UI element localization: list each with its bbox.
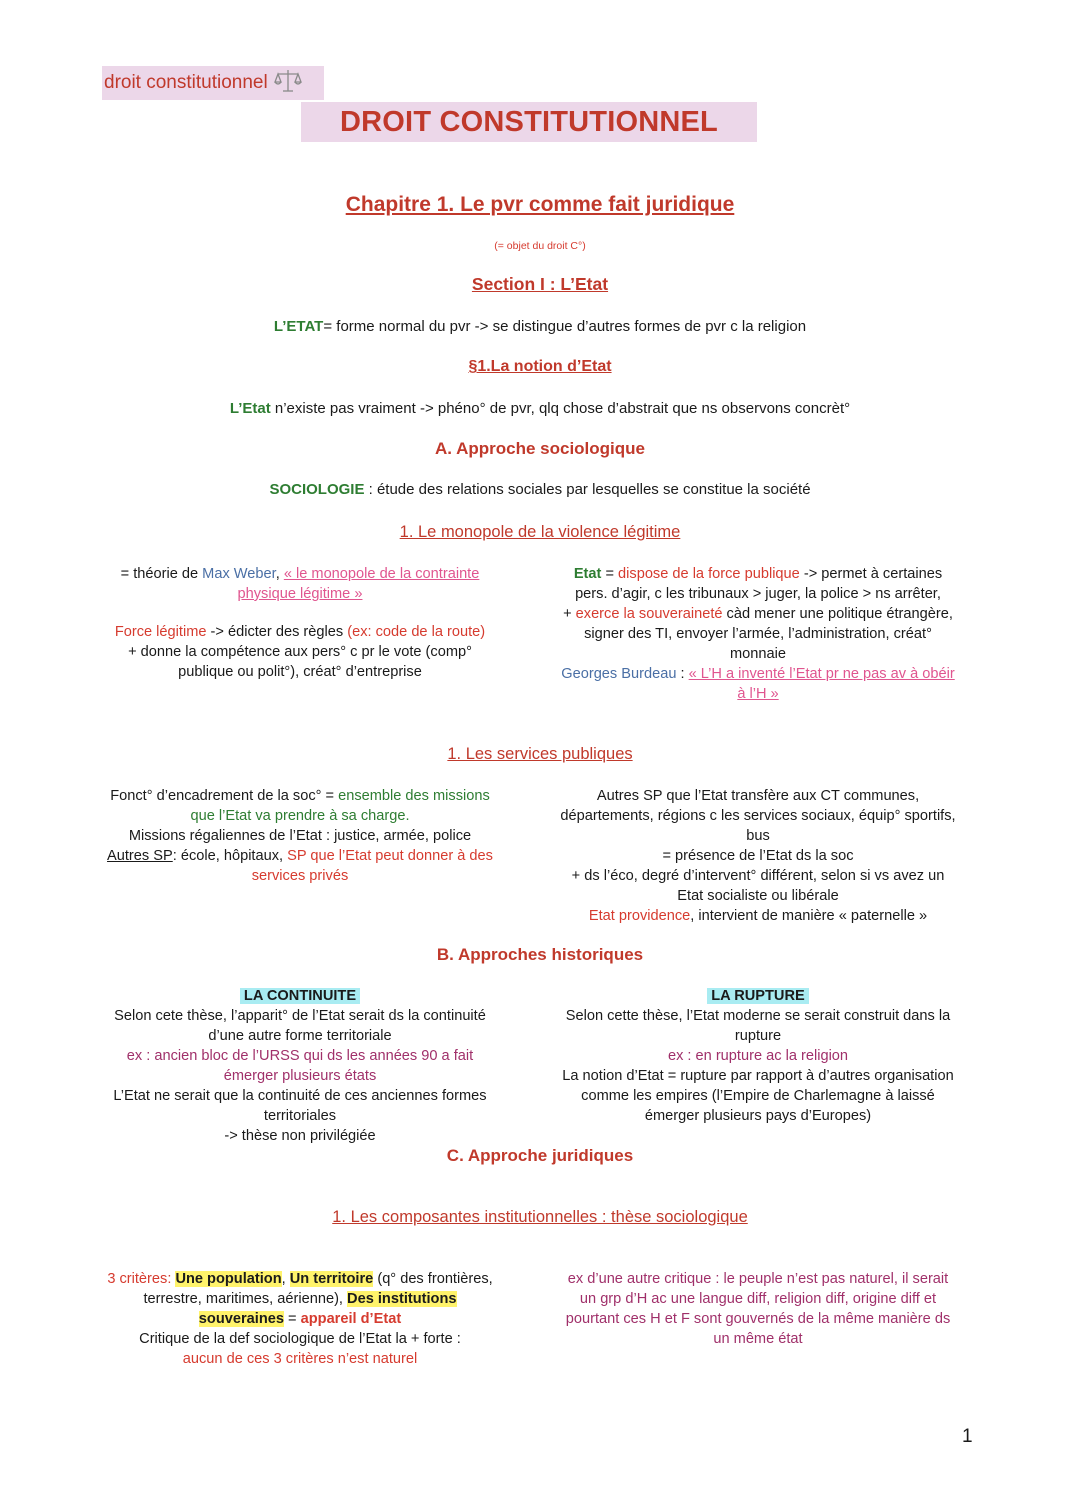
- subsection-violence-text: 1. Le monopole de la violence légitime: [399, 523, 681, 541]
- other-critique-column: [558, 1269, 958, 1349]
- etat-intro-text: n’existe pas vraiment -> phéno° de pvr, qlq chose d’abstrait que ns observons concrèt°: [270, 400, 851, 417]
- part-b-title: B. Approches historiques: [436, 945, 644, 964]
- weber-comma: ,: [275, 566, 284, 582]
- criterion-population: Une population: [175, 1271, 282, 1287]
- burdeau-quote: [558, 664, 958, 704]
- violence-right-column: [558, 564, 958, 704]
- etat-term-right: Etat: [573, 566, 602, 582]
- paragraph-title: [0, 358, 1080, 376]
- sp-prives: SP que l’Etat peut donner à des services privés: [251, 848, 493, 884]
- notebook-tag-label: droit constitutionnel: [104, 72, 268, 93]
- criterion-territory: Un territoire: [289, 1271, 374, 1287]
- subsection-institutional-text: 1. Les composantes institutionnelles : thèse sociologique: [332, 1208, 748, 1226]
- burdeau-colon: :: [676, 666, 689, 682]
- sociology-def-text: : étude des relations sociales par lesquelles se constitue la société: [364, 481, 811, 498]
- souverainete-text: càd mener une politique étrangère, signer des TI, envoyer l’armée, l’administration, créat° monnaie: [584, 606, 953, 662]
- subsection-violence-title: [0, 523, 1080, 542]
- subsection-services-text: 1. Les services publiques: [447, 745, 633, 763]
- providence-term: Etat providence: [588, 908, 691, 924]
- part-a-title: A. Approche sociologique: [435, 439, 645, 458]
- continuity-column: [100, 986, 500, 1146]
- etat-term: L’ETAT: [273, 318, 324, 335]
- providence-text: , intervient de manière « paternelle »: [690, 908, 928, 924]
- services-left-column: [100, 786, 500, 886]
- sociology-term: SOCIOLOGIE: [269, 481, 365, 498]
- rupture-example: ex : en rupture ac la religion: [667, 1048, 849, 1064]
- criteria-label: 3 critères:: [107, 1271, 176, 1287]
- rupture-column: [558, 986, 958, 1126]
- legitimate-force: [100, 622, 500, 642]
- part-c-title: C. Approche juridiques: [446, 1146, 634, 1165]
- competence-text: + donne la compétence aux pers° c pr le vote (comp° publique ou polit°), créat° d’entreprise: [128, 644, 472, 680]
- force-text: -> édicter des règles: [206, 624, 348, 640]
- services-right-column: [558, 786, 958, 926]
- etat-providence: [558, 906, 958, 926]
- subsection-institutional-title: [0, 1208, 1080, 1227]
- economy-intervention: + ds l’éco, degré d’intervent° différent, selon si vs avez un Etat socialiste ou libérale: [571, 868, 945, 904]
- rupture-heading: LA RUPTURE: [707, 988, 809, 1004]
- continuity-conclusion: L’Etat ne serait que la continuité de ces anciennes formes territoriales: [113, 1088, 487, 1124]
- etat-force: [558, 564, 958, 604]
- encadrement: [100, 786, 500, 826]
- continuity-note: -> thèse non privilégiée: [224, 1128, 376, 1144]
- force-publique: dispose de la force publique: [618, 566, 800, 582]
- weber-name: Max Weber: [202, 566, 276, 582]
- souverainete-term: exerce la souveraineté: [575, 606, 723, 622]
- criteria-list: [100, 1269, 500, 1329]
- souverainete: [558, 604, 958, 664]
- weber-theory: [100, 564, 500, 604]
- weber-quote: « le monopole de la contrainte physique légitime »: [237, 566, 480, 602]
- criterion-institutions: Des institutions souveraines: [198, 1291, 457, 1327]
- section-title: [0, 274, 1080, 295]
- rupture-conclusion: La notion d’Etat = rupture par rapport à d’autres organisation comme les empires (l’Empire de Charlemagne à laissé émerger plusieurs pays d’Europes): [562, 1068, 954, 1124]
- etat-eq: =: [601, 566, 619, 582]
- burdeau-name: Georges Burdeau: [561, 666, 677, 682]
- autres-sp-term: Autres SP: [107, 848, 173, 864]
- violence-left-column: [100, 564, 500, 682]
- continuity-heading: LA CONTINUITE: [240, 988, 360, 1004]
- chapter-subtitle: (= objet du droit C°): [494, 240, 586, 252]
- souverainete-plus: +: [563, 606, 576, 622]
- regaliennes: Missions régaliennes de l’Etat : justice, armée, police: [128, 828, 472, 844]
- document-title-box: [301, 102, 757, 142]
- criteria-sep: ,: [281, 1271, 290, 1287]
- criteria-column: [100, 1269, 500, 1369]
- missions-text: ensemble des missions que l’Etat va prendre à sa charge.: [190, 788, 490, 824]
- etat-intro-term: L’Etat: [229, 400, 271, 417]
- etat-def-text: = forme normal du pvr -> se distingue d’autres formes de pvr c la religion: [323, 318, 807, 335]
- continuity-example: ex : ancien bloc de l’URSS qui ds les années 90 a fait émerger plusieurs états: [126, 1048, 474, 1084]
- notebook-tag: [102, 66, 324, 100]
- chapter-title: [0, 193, 1080, 217]
- rupture-thesis: Selon cette thèse, l’Etat moderne se serait construit dans la rupture: [565, 1008, 951, 1044]
- autres-sp-text: : école, hôpitaux,: [172, 848, 288, 864]
- burdeau-text: « L’H a inventé l’Etat pr ne pas av à obéir à l’H »: [688, 666, 955, 702]
- force-term: Force légitime: [114, 624, 207, 640]
- encadrement-text: Fonct° d’encadrement de la soc° =: [110, 788, 339, 804]
- page-number: 1: [962, 1426, 973, 1447]
- appareil-etat: appareil d’Etat: [300, 1311, 402, 1327]
- force-example: (ex: code de la route): [347, 624, 486, 640]
- sp-transfer: Autres SP que l’Etat transfère aux CT communes, départements, régions c les services sociaux, équip° sportifs, bus: [560, 788, 956, 844]
- other-critique-text: ex d’une autre critique : le peuple n’est pas naturel, il serait un grp d’H ac une langue diff, religion diff, origine diff et pourtant ces H et F sont gouvernés de la même manière ds un même état: [565, 1271, 951, 1347]
- section-title-text: Section I : L’Etat: [471, 274, 609, 294]
- paragraph-title-text: §1.La notion d’Etat: [468, 358, 612, 375]
- chapter-title-text: Chapitre 1. Le pvr comme fait juridique: [345, 193, 735, 216]
- continuity-thesis: Selon cete thèse, l’apparit° de l’Etat serait ds la continuité d’une autre forme territoriale: [114, 1008, 486, 1044]
- sociology-definition: [0, 481, 1080, 498]
- force-publique-text: -> permet à certaines pers. d’agir, c les tribunaux > juger, la police > ns arrêter,: [575, 566, 943, 602]
- document-title: DROIT CONSTITUTIONNEL: [340, 105, 718, 138]
- weber-prefix: = théorie de: [120, 566, 203, 582]
- territory-detail: (q° des frontières, terrestre, maritimes, aérienne),: [143, 1271, 493, 1307]
- critique-intro: Critique de la def sociologique de l’Etat la + forte :: [139, 1331, 461, 1347]
- scales-icon: [274, 67, 302, 100]
- etat-intro: [0, 400, 1080, 417]
- criteria-eq: =: [283, 1311, 301, 1327]
- critique-text: aucun de ces 3 critères n’est naturel: [182, 1351, 418, 1367]
- etat-presence: = présence de l’Etat ds la soc: [662, 848, 854, 864]
- etat-definition: [0, 318, 1080, 335]
- autres-sp: [100, 846, 500, 886]
- subsection-services-title: [0, 745, 1080, 764]
